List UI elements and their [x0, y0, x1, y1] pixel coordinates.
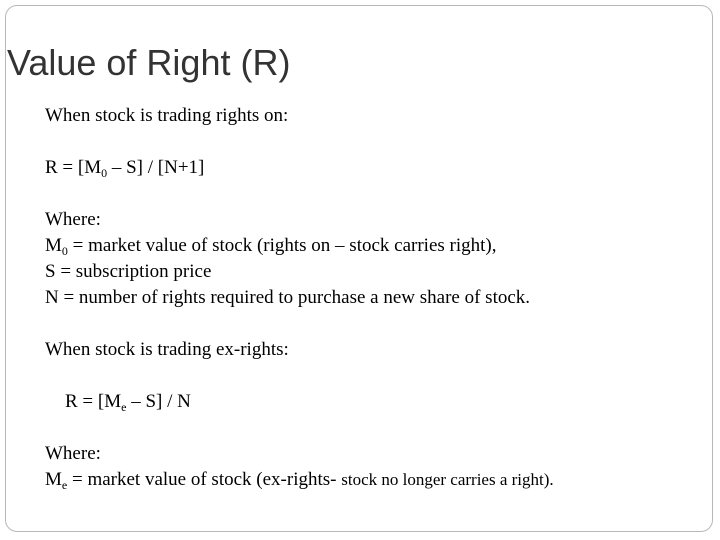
definition-text-b: stock no longer carries a right). — [341, 470, 554, 489]
definition-subscript: e — [61, 478, 68, 492]
definition-me — [45, 467, 554, 494]
formula-prefix: R = [M — [45, 157, 102, 178]
definition-subscript: 0 — [61, 244, 68, 258]
formula-suffix: – S] / [N+1] — [107, 157, 205, 178]
definition-symbol: M — [45, 469, 62, 490]
ex-rights-formula — [65, 389, 191, 416]
definition-s: S = subscription price — [45, 261, 212, 282]
slide-title: Value of Right (R) — [7, 42, 291, 83]
definition-n: N = number of rights required to purchase a new share of stock. — [45, 287, 531, 308]
formula-prefix: R = [M — [65, 391, 122, 412]
ex-rights-where: Where: — [45, 443, 101, 464]
definition-text-a: = market value of stock (ex-rights- — [67, 469, 342, 490]
formula-subscript: 0 — [101, 166, 108, 180]
rights-on-where: Where: — [45, 209, 101, 230]
formula-suffix: – S] / N — [126, 391, 191, 412]
definition-symbol: M — [45, 235, 62, 256]
rights-on-formula — [45, 155, 204, 182]
definition-m0 — [45, 233, 497, 260]
ex-rights-intro: When stock is trading ex-rights: — [45, 339, 289, 360]
formula-subscript: e — [121, 400, 127, 414]
definition-text: = market value of stock (rights on – stock carries right), — [67, 235, 497, 256]
rights-on-intro: When stock is trading rights on: — [45, 105, 289, 126]
